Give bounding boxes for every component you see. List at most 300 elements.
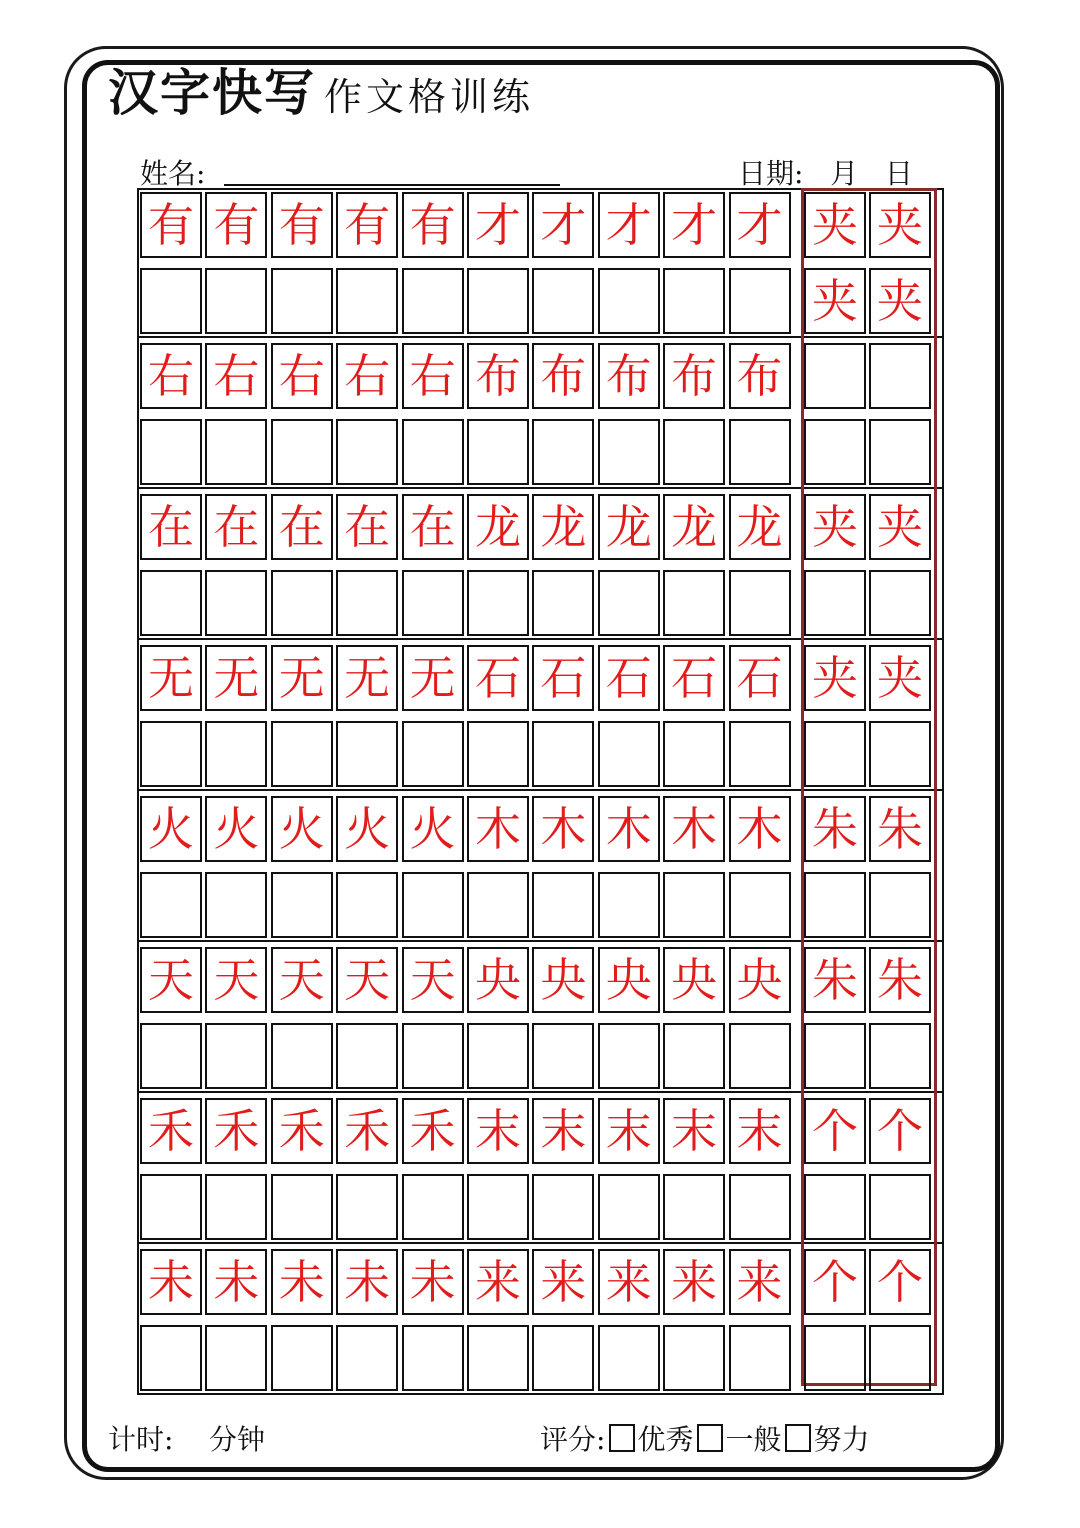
writing-cell[interactable] bbox=[663, 1174, 725, 1240]
writing-cell[interactable] bbox=[467, 1023, 529, 1089]
side-model-cell bbox=[804, 192, 866, 258]
model-cell bbox=[271, 1249, 333, 1315]
model-character: 有 bbox=[409, 198, 456, 252]
writing-cell[interactable] bbox=[532, 1023, 594, 1089]
model-character: 龙 bbox=[605, 500, 652, 554]
writing-cell[interactable] bbox=[336, 570, 398, 636]
score-checkbox-excellent[interactable] bbox=[609, 1424, 635, 1452]
model-cell bbox=[336, 343, 398, 409]
side-writing-cell[interactable] bbox=[804, 343, 866, 409]
side-model-cell bbox=[869, 1098, 931, 1164]
model-character: 央 bbox=[671, 953, 718, 1007]
writing-cell[interactable] bbox=[402, 872, 464, 938]
writing-cell[interactable] bbox=[271, 1174, 333, 1240]
model-character: 未 bbox=[148, 1255, 194, 1309]
writing-cell[interactable] bbox=[532, 268, 594, 334]
writing-cell[interactable] bbox=[729, 1325, 791, 1391]
model-cell bbox=[729, 1098, 791, 1164]
model-character: 布 bbox=[474, 349, 521, 403]
writing-cell[interactable] bbox=[467, 1325, 529, 1391]
model-character: 禾 bbox=[344, 1104, 391, 1158]
model-cell bbox=[205, 947, 267, 1013]
writing-row bbox=[140, 570, 794, 636]
side-model-cell bbox=[869, 796, 931, 862]
side-row bbox=[804, 872, 934, 938]
writing-cell[interactable] bbox=[663, 268, 725, 334]
model-character: 木 bbox=[605, 802, 652, 856]
name-label: 姓名: bbox=[140, 157, 206, 190]
model-character: 未 bbox=[409, 1255, 456, 1309]
model-cell bbox=[532, 343, 594, 409]
writing-cell[interactable] bbox=[598, 1023, 660, 1089]
model-character: 朱 bbox=[812, 953, 858, 1007]
side-writing-cell[interactable] bbox=[804, 419, 866, 485]
writing-row bbox=[140, 721, 794, 787]
writing-cell[interactable] bbox=[336, 419, 398, 485]
model-character: 右 bbox=[278, 349, 325, 403]
model-character: 来 bbox=[736, 1255, 783, 1309]
writing-cell[interactable] bbox=[663, 872, 725, 938]
model-character: 夹 bbox=[812, 198, 858, 252]
writing-row bbox=[140, 268, 794, 334]
writing-cell[interactable] bbox=[532, 1174, 594, 1240]
model-character: 夹 bbox=[812, 273, 858, 328]
side-row bbox=[804, 343, 934, 409]
model-cell bbox=[336, 494, 398, 560]
model-cell bbox=[140, 1098, 202, 1164]
writing-cell[interactable] bbox=[532, 419, 594, 485]
writing-cell[interactable] bbox=[271, 721, 333, 787]
model-character: 朱 bbox=[877, 802, 923, 856]
writing-cell[interactable] bbox=[271, 419, 333, 485]
side-writing-cell[interactable] bbox=[869, 1023, 931, 1089]
side-writing-cell[interactable] bbox=[804, 721, 866, 787]
model-cell bbox=[598, 343, 660, 409]
model-character: 龙 bbox=[671, 500, 718, 554]
writing-cell[interactable] bbox=[271, 1325, 333, 1391]
writing-row bbox=[140, 1325, 794, 1391]
model-cell bbox=[336, 1098, 398, 1164]
model-cell bbox=[532, 1098, 594, 1164]
model-cell bbox=[729, 1249, 791, 1315]
writing-cell[interactable] bbox=[402, 1174, 464, 1240]
model-cell bbox=[402, 343, 464, 409]
model-character: 有 bbox=[213, 198, 260, 252]
side-writing-cell[interactable] bbox=[869, 419, 931, 485]
writing-cell[interactable] bbox=[598, 1325, 660, 1391]
model-character: 个 bbox=[877, 1104, 923, 1158]
model-character: 在 bbox=[344, 500, 391, 554]
model-character: 夹 bbox=[877, 273, 923, 328]
model-character: 个 bbox=[812, 1104, 858, 1158]
side-row bbox=[804, 1023, 934, 1089]
model-cell bbox=[336, 796, 398, 862]
score-checkbox-average[interactable] bbox=[697, 1424, 723, 1452]
model-character: 天 bbox=[278, 953, 325, 1007]
side-model-cell bbox=[804, 494, 866, 560]
writing-cell[interactable] bbox=[402, 1023, 464, 1089]
side-row bbox=[804, 1325, 934, 1391]
writing-cell[interactable] bbox=[532, 1325, 594, 1391]
writing-cell[interactable] bbox=[336, 1325, 398, 1391]
model-cell bbox=[729, 645, 791, 711]
writing-cell[interactable] bbox=[402, 1325, 464, 1391]
model-cell bbox=[729, 494, 791, 560]
model-character: 才 bbox=[605, 198, 652, 252]
writing-cell[interactable] bbox=[336, 721, 398, 787]
writing-cell[interactable] bbox=[729, 872, 791, 938]
writing-cell[interactable] bbox=[598, 721, 660, 787]
model-cell bbox=[336, 1249, 398, 1315]
writing-cell[interactable] bbox=[663, 721, 725, 787]
model-character: 在 bbox=[148, 500, 194, 554]
model-character: 夹 bbox=[812, 651, 858, 705]
writing-cell[interactable] bbox=[729, 721, 791, 787]
side-row bbox=[804, 419, 934, 485]
writing-cell[interactable] bbox=[598, 419, 660, 485]
model-character: 火 bbox=[148, 802, 194, 856]
model-character: 有 bbox=[278, 198, 325, 252]
side-model-cell bbox=[869, 1249, 931, 1315]
header-row bbox=[140, 150, 940, 190]
model-character: 朱 bbox=[877, 953, 923, 1007]
writing-cell[interactable] bbox=[663, 570, 725, 636]
writing-cell[interactable] bbox=[140, 419, 202, 485]
model-cell bbox=[140, 1249, 202, 1315]
model-cell bbox=[271, 494, 333, 560]
writing-cell[interactable] bbox=[729, 570, 791, 636]
model-cell bbox=[467, 645, 529, 711]
model-character: 布 bbox=[736, 349, 783, 403]
model-cell bbox=[729, 192, 791, 258]
writing-cell[interactable] bbox=[205, 872, 267, 938]
side-row bbox=[804, 268, 934, 334]
model-cell bbox=[663, 494, 725, 560]
model-character: 火 bbox=[409, 802, 456, 856]
writing-cell[interactable] bbox=[467, 268, 529, 334]
writing-cell[interactable] bbox=[271, 1023, 333, 1089]
model-cell bbox=[140, 947, 202, 1013]
model-row bbox=[140, 1249, 794, 1315]
writing-cell[interactable] bbox=[140, 872, 202, 938]
model-character: 禾 bbox=[213, 1104, 260, 1158]
model-character: 木 bbox=[474, 802, 521, 856]
model-character: 才 bbox=[671, 198, 718, 252]
model-cell bbox=[402, 494, 464, 560]
side-row bbox=[804, 1174, 934, 1240]
side-model-cell bbox=[869, 494, 931, 560]
model-cell bbox=[467, 796, 529, 862]
writing-cell[interactable] bbox=[663, 1023, 725, 1089]
model-character: 夹 bbox=[877, 198, 923, 252]
score-label: 评分: bbox=[540, 1423, 606, 1456]
writing-cell[interactable] bbox=[205, 419, 267, 485]
side-writing-cell[interactable] bbox=[869, 570, 931, 636]
model-character: 右 bbox=[148, 349, 194, 403]
side-row bbox=[804, 1249, 934, 1315]
writing-cell[interactable] bbox=[467, 570, 529, 636]
model-cell bbox=[205, 192, 267, 258]
writing-cell[interactable] bbox=[205, 1174, 267, 1240]
model-cell bbox=[663, 1249, 725, 1315]
score-option-average: 一般 bbox=[725, 1423, 782, 1456]
side-writing-cell[interactable] bbox=[804, 570, 866, 636]
model-character: 来 bbox=[474, 1255, 521, 1309]
writing-cell[interactable] bbox=[140, 1325, 202, 1391]
model-cell bbox=[402, 947, 464, 1013]
writing-cell[interactable] bbox=[402, 419, 464, 485]
score-option-excellent: 优秀 bbox=[637, 1423, 694, 1456]
side-row bbox=[804, 721, 934, 787]
model-character: 布 bbox=[671, 349, 718, 403]
score-option-effort: 努力 bbox=[813, 1423, 870, 1456]
model-character: 龙 bbox=[474, 500, 521, 554]
model-cell bbox=[402, 192, 464, 258]
model-cell bbox=[271, 947, 333, 1013]
side-row bbox=[804, 947, 934, 1013]
writing-cell[interactable] bbox=[532, 570, 594, 636]
writing-cell[interactable] bbox=[205, 1023, 267, 1089]
writing-cell[interactable] bbox=[532, 721, 594, 787]
model-character: 木 bbox=[540, 802, 587, 856]
title-main: 汉字快写 bbox=[108, 64, 316, 122]
model-cell bbox=[467, 1098, 529, 1164]
model-cell bbox=[402, 1098, 464, 1164]
side-model-cell bbox=[804, 268, 866, 334]
writing-cell[interactable] bbox=[336, 872, 398, 938]
model-cell bbox=[271, 796, 333, 862]
writing-cell[interactable] bbox=[467, 419, 529, 485]
model-character: 无 bbox=[213, 651, 260, 705]
writing-cell[interactable] bbox=[598, 268, 660, 334]
writing-cell[interactable] bbox=[467, 1174, 529, 1240]
model-cell bbox=[140, 645, 202, 711]
writing-cell[interactable] bbox=[140, 1174, 202, 1240]
side-writing-cell[interactable] bbox=[804, 1023, 866, 1089]
model-cell bbox=[729, 947, 791, 1013]
writing-cell[interactable] bbox=[336, 1174, 398, 1240]
side-model-cell bbox=[869, 645, 931, 711]
side-model-cell bbox=[804, 796, 866, 862]
writing-cell[interactable] bbox=[271, 268, 333, 334]
side-model-cell bbox=[869, 268, 931, 334]
model-cell bbox=[598, 947, 660, 1013]
model-cell bbox=[598, 1098, 660, 1164]
model-row bbox=[140, 494, 794, 560]
timer-label: 计时: 分钟 bbox=[108, 1423, 266, 1456]
model-character: 龙 bbox=[736, 500, 783, 554]
writing-cell[interactable] bbox=[467, 872, 529, 938]
model-cell bbox=[532, 494, 594, 560]
side-writing-cell[interactable] bbox=[804, 1174, 866, 1240]
model-character: 有 bbox=[344, 198, 391, 252]
model-cell bbox=[205, 494, 267, 560]
model-character: 石 bbox=[474, 651, 521, 705]
model-character: 未 bbox=[344, 1255, 391, 1309]
writing-cell[interactable] bbox=[140, 570, 202, 636]
model-character: 无 bbox=[344, 651, 391, 705]
writing-cell[interactable] bbox=[271, 872, 333, 938]
model-cell bbox=[663, 947, 725, 1013]
model-character: 右 bbox=[213, 349, 260, 403]
model-character: 禾 bbox=[148, 1104, 194, 1158]
model-row bbox=[140, 343, 794, 409]
model-cell bbox=[467, 1249, 529, 1315]
side-writing-cell[interactable] bbox=[869, 1174, 931, 1240]
writing-cell[interactable] bbox=[663, 1325, 725, 1391]
writing-cell[interactable] bbox=[205, 721, 267, 787]
name-field[interactable] bbox=[224, 184, 560, 186]
writing-row bbox=[140, 872, 794, 938]
side-row bbox=[804, 494, 934, 560]
model-cell bbox=[729, 796, 791, 862]
model-cell bbox=[140, 343, 202, 409]
model-cell bbox=[205, 796, 267, 862]
model-character: 才 bbox=[474, 198, 521, 252]
writing-cell[interactable] bbox=[205, 570, 267, 636]
model-cell bbox=[205, 1098, 267, 1164]
model-row bbox=[140, 192, 794, 258]
model-character: 无 bbox=[148, 651, 194, 705]
model-character: 央 bbox=[736, 953, 783, 1007]
model-cell bbox=[729, 343, 791, 409]
model-cell bbox=[663, 192, 725, 258]
model-row bbox=[140, 796, 794, 862]
side-model-cell bbox=[869, 192, 931, 258]
model-cell bbox=[336, 645, 398, 711]
model-character: 末 bbox=[540, 1104, 587, 1158]
model-character: 天 bbox=[409, 953, 456, 1007]
side-row bbox=[804, 645, 934, 711]
model-character: 龙 bbox=[540, 500, 587, 554]
model-character: 右 bbox=[344, 349, 391, 403]
writing-cell[interactable] bbox=[140, 268, 202, 334]
side-model-cell bbox=[804, 645, 866, 711]
model-cell bbox=[532, 1249, 594, 1315]
writing-cell[interactable] bbox=[729, 1023, 791, 1089]
title-sub: 作文格训练 bbox=[324, 75, 535, 119]
model-character: 在 bbox=[213, 500, 260, 554]
model-cell bbox=[532, 947, 594, 1013]
side-row bbox=[804, 1098, 934, 1164]
model-row bbox=[140, 947, 794, 1013]
side-model-cell bbox=[804, 1098, 866, 1164]
writing-cell[interactable] bbox=[729, 1174, 791, 1240]
model-cell bbox=[467, 192, 529, 258]
model-cell bbox=[663, 1098, 725, 1164]
model-character: 火 bbox=[278, 802, 325, 856]
model-character: 在 bbox=[278, 500, 325, 554]
model-cell bbox=[205, 645, 267, 711]
model-cell bbox=[467, 494, 529, 560]
writing-cell[interactable] bbox=[402, 268, 464, 334]
model-character: 右 bbox=[409, 349, 456, 403]
model-cell bbox=[205, 343, 267, 409]
side-model-cell bbox=[869, 947, 931, 1013]
model-cell bbox=[598, 645, 660, 711]
model-cell bbox=[140, 494, 202, 560]
side-writing-cell[interactable] bbox=[804, 872, 866, 938]
model-character: 末 bbox=[736, 1104, 783, 1158]
model-character: 个 bbox=[812, 1255, 858, 1309]
model-character: 木 bbox=[736, 802, 783, 856]
model-character: 未 bbox=[278, 1255, 325, 1309]
writing-cell[interactable] bbox=[663, 419, 725, 485]
model-character: 天 bbox=[344, 953, 391, 1007]
side-model-cell bbox=[804, 1249, 866, 1315]
model-cell bbox=[532, 645, 594, 711]
model-cell bbox=[140, 796, 202, 862]
model-cell bbox=[402, 1249, 464, 1315]
writing-cell[interactable] bbox=[205, 1325, 267, 1391]
model-cell bbox=[336, 947, 398, 1013]
model-row bbox=[140, 645, 794, 711]
score-checkbox-effort[interactable] bbox=[785, 1424, 811, 1452]
model-character: 石 bbox=[671, 651, 718, 705]
model-character: 朱 bbox=[812, 802, 858, 856]
model-cell bbox=[598, 1249, 660, 1315]
writing-cell[interactable] bbox=[271, 570, 333, 636]
model-character: 末 bbox=[605, 1104, 652, 1158]
model-character: 末 bbox=[671, 1104, 718, 1158]
side-writing-cell[interactable] bbox=[869, 343, 931, 409]
model-cell bbox=[663, 796, 725, 862]
side-writing-cell[interactable] bbox=[869, 1325, 931, 1391]
model-character: 末 bbox=[474, 1104, 521, 1158]
model-character: 无 bbox=[278, 651, 325, 705]
model-row bbox=[140, 1098, 794, 1164]
writing-cell[interactable] bbox=[205, 268, 267, 334]
writing-cell[interactable] bbox=[532, 872, 594, 938]
writing-cell[interactable] bbox=[598, 1174, 660, 1240]
model-character: 才 bbox=[540, 198, 587, 252]
model-character: 在 bbox=[409, 500, 456, 554]
writing-cell[interactable] bbox=[402, 570, 464, 636]
writing-cell[interactable] bbox=[402, 721, 464, 787]
writing-row bbox=[140, 1023, 794, 1089]
model-character: 夹 bbox=[877, 500, 923, 554]
writing-cell[interactable] bbox=[336, 268, 398, 334]
writing-row bbox=[140, 1174, 794, 1240]
model-character: 石 bbox=[736, 651, 783, 705]
model-character: 未 bbox=[213, 1255, 260, 1309]
model-cell bbox=[467, 947, 529, 1013]
model-character: 夹 bbox=[877, 651, 923, 705]
side-writing-cell[interactable] bbox=[869, 721, 931, 787]
model-character: 无 bbox=[409, 651, 456, 705]
model-cell bbox=[532, 192, 594, 258]
side-writing-cell[interactable] bbox=[869, 872, 931, 938]
writing-cell[interactable] bbox=[140, 721, 202, 787]
writing-cell[interactable] bbox=[729, 268, 791, 334]
model-cell bbox=[598, 494, 660, 560]
writing-cell[interactable] bbox=[729, 419, 791, 485]
side-model-cell bbox=[804, 947, 866, 1013]
writing-cell[interactable] bbox=[598, 570, 660, 636]
writing-cell[interactable] bbox=[336, 1023, 398, 1089]
writing-cell[interactable] bbox=[467, 721, 529, 787]
model-cell bbox=[402, 796, 464, 862]
writing-cell[interactable] bbox=[140, 1023, 202, 1089]
model-cell bbox=[663, 343, 725, 409]
model-character: 禾 bbox=[278, 1104, 325, 1158]
model-cell bbox=[271, 192, 333, 258]
side-writing-cell[interactable] bbox=[804, 1325, 866, 1391]
model-cell bbox=[663, 645, 725, 711]
model-character: 来 bbox=[671, 1255, 718, 1309]
writing-cell[interactable] bbox=[598, 872, 660, 938]
model-character: 布 bbox=[605, 349, 652, 403]
